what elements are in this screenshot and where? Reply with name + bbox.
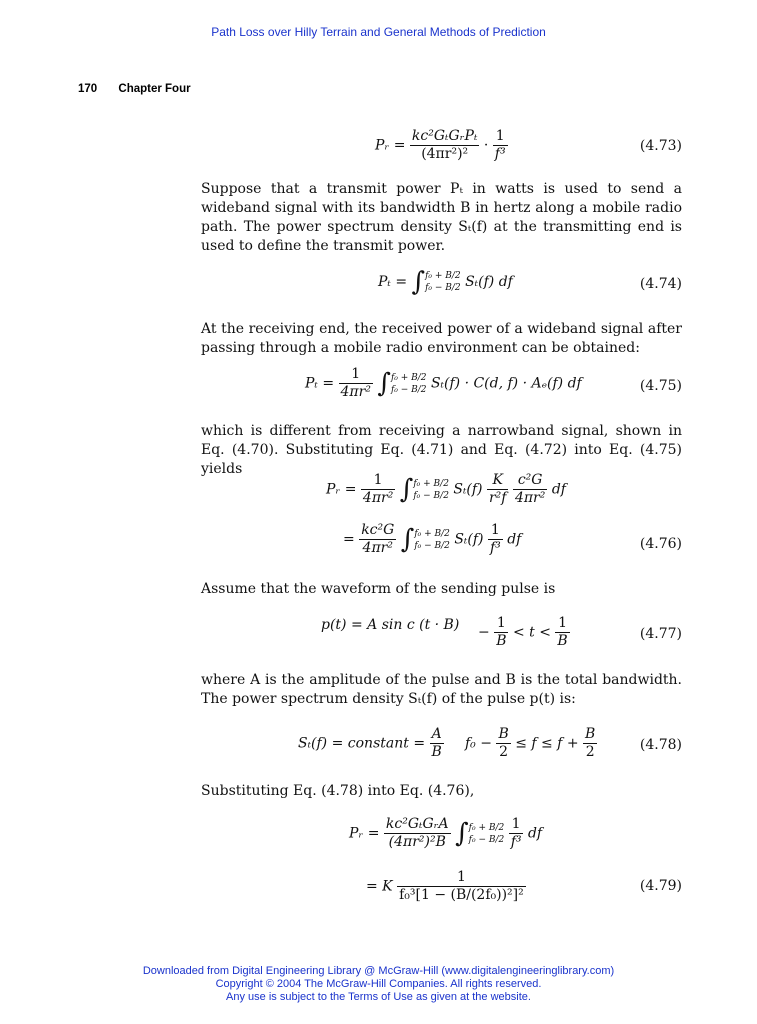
eq-denominator: 2 bbox=[499, 744, 509, 760]
integral-upper-limit: f₀ + B/2 bbox=[390, 372, 427, 383]
eq-denominator: (4πr²)² bbox=[421, 146, 469, 162]
equation-number: (4.73) bbox=[639, 138, 682, 154]
eq-lhs: Pₜ = bbox=[305, 375, 335, 392]
paragraph-amplitude: where A is the amplitude of the pulse and B is the total bandwidth. The power spectrum density Sₜ(f) of the pulse p(t) is: bbox=[201, 672, 682, 707]
eq-lhs: Pᵣ = bbox=[349, 825, 380, 842]
eq-denominator: f³ bbox=[494, 146, 506, 162]
eq-denominator: r²f bbox=[488, 490, 507, 506]
paragraph-substituting: Substituting Eq. (4.78) into Eq. (4.76), bbox=[201, 783, 475, 799]
integral-sign: ∫ bbox=[400, 524, 415, 555]
equation-number: (4.78) bbox=[639, 737, 682, 753]
eq-lhs: = K bbox=[366, 878, 393, 895]
eq-term: Sₜ(f) bbox=[454, 531, 484, 548]
eq-denominator: f³ bbox=[489, 540, 501, 556]
eq-denominator: B bbox=[557, 633, 568, 649]
equation-4-78 bbox=[190, 726, 690, 766]
footer-terms-line: Any use is subject to the Terms of Use as given at the website. bbox=[226, 991, 531, 1003]
eq-body: Sₜ(f) df bbox=[465, 274, 513, 290]
eq-denominator: f₀³[1 − (B/(2f₀))²]² bbox=[399, 887, 524, 903]
eq-term: < t < bbox=[512, 624, 551, 641]
equation-number: (4.79) bbox=[639, 878, 682, 894]
integral-upper-limit: f₀ + B/2 bbox=[413, 478, 449, 489]
eq-numerator: B bbox=[585, 726, 596, 742]
eq-lhs: Pᵣ = bbox=[326, 481, 357, 498]
eq-denominator: 4πr² bbox=[340, 384, 371, 400]
eq-denominator: B bbox=[496, 633, 507, 649]
eq-numerator: c²G bbox=[513, 472, 547, 490]
integral-upper-limit: f₀ + B/2 bbox=[468, 822, 505, 833]
paragraph-transmit-power: Suppose that a transmit power Pₜ in watts is used to send a wideband signal with its bandwidth B in hertz along a mobile radio path. The power spectrum density Sₜ(f) at the transmitting end is used to define the transmit power. bbox=[201, 181, 682, 254]
eq-lhs: Pᵣ = bbox=[375, 137, 406, 154]
eq-numerator: A bbox=[430, 726, 444, 744]
eq-term: − bbox=[478, 624, 490, 641]
page-header bbox=[78, 83, 191, 95]
equation-4-77 bbox=[190, 615, 690, 655]
footer-copyright-line: Copyright © 2004 The McGraw-Hill Companies. All rights reserved. bbox=[215, 978, 542, 990]
eq-numerator: kc²GₜGᵣPₜ bbox=[411, 128, 478, 144]
eq-body: Sₜ(f) = constant = bbox=[298, 735, 426, 752]
eq-numerator: 1 bbox=[397, 869, 526, 887]
equation-4-79 bbox=[190, 814, 690, 914]
eq-numerator: kc²G bbox=[361, 522, 395, 538]
eq-lhs: = bbox=[343, 531, 355, 548]
chapter-label: Chapter Four bbox=[118, 83, 191, 95]
integral-lower-limit: f₀ − B/2 bbox=[468, 834, 505, 845]
eq-term: Sₜ(f) bbox=[453, 481, 483, 498]
integral-sign: ∫ bbox=[377, 368, 391, 399]
eq-numerator: 1 bbox=[555, 615, 569, 633]
footer-download-line[interactable]: Downloaded from Digital Engineering Library @ McGraw-Hill (www.digitalengineeringlibrary.com) bbox=[142, 965, 615, 977]
eq-denominator: 2 bbox=[585, 744, 595, 760]
equation-4-74 bbox=[190, 265, 690, 305]
eq-denominator: (4πr²)²B bbox=[388, 834, 446, 850]
footer-notice bbox=[0, 965, 757, 1004]
eq-denominator: f³ bbox=[510, 834, 522, 850]
integral-lower-limit: f₀ − B/2 bbox=[413, 490, 449, 501]
eq-tail: df bbox=[527, 825, 543, 842]
eq-denominator: B bbox=[431, 744, 442, 760]
eq-numerator: B bbox=[498, 726, 509, 742]
equation-number: (4.76) bbox=[639, 536, 682, 552]
eq-body: Sₜ(f) · C(d, f) · Aₑ(f) df bbox=[430, 375, 582, 392]
equation-number: (4.74) bbox=[639, 276, 682, 292]
eq-denominator: 4πr² bbox=[362, 490, 394, 506]
paragraph-waveform: Assume that the waveform of the sending pulse is bbox=[201, 581, 556, 597]
eq-numerator: 1 bbox=[493, 128, 508, 146]
eq-numerator: 1 bbox=[488, 522, 503, 540]
integral-upper-limit: f₀ + B/2 bbox=[425, 271, 461, 281]
equation-number: (4.77) bbox=[639, 626, 682, 642]
equation-4-76 bbox=[190, 470, 690, 568]
eq-term: ≤ f ≤ f + bbox=[515, 735, 579, 752]
paragraph-receiving-end: At the receiving end, the received power of a wideband signal after passing through a mobile radio environment can be obtained: bbox=[201, 321, 682, 356]
equation-4-75 bbox=[190, 366, 690, 408]
integral-upper-limit: f₀ + B/2 bbox=[414, 528, 450, 539]
integral-sign: ∫ bbox=[399, 474, 414, 505]
eq-term: f₀ − bbox=[465, 735, 492, 752]
paragraph-narrowband: which is different from receiving a narrowband signal, shown in Eq. (4.70). Substituting Eq. (4.71) and Eq. (4.72) into Eq. (4.75) yields bbox=[201, 423, 682, 477]
eq-numerator: 1 bbox=[494, 615, 508, 633]
page-number: 170 bbox=[78, 83, 98, 95]
integral-lower-limit: f₀ − B/2 bbox=[390, 384, 427, 395]
equation-4-73: Pᵣ = $\frac{\text{kc²GₜGᵣPₜ}}{\text{(4πr²)²}}$ · $\frac{1}{\text{f³}}$ (4.73) bbox=[375, 128, 682, 162]
eq-numerator: 1 bbox=[509, 816, 524, 834]
running-title: Path Loss over Hilly Terrain and General Methods of Prediction bbox=[211, 25, 546, 39]
eq-tail: df bbox=[551, 481, 566, 498]
eq-denominator: 4πr² bbox=[362, 540, 393, 556]
eq-numerator: 1 bbox=[361, 472, 395, 490]
eq-tail: df bbox=[507, 531, 522, 548]
eq-lhs: Pₜ = bbox=[378, 274, 408, 290]
integral-sign: ∫ bbox=[411, 267, 426, 297]
eq-body: p(t) = A sin c (t · B) bbox=[321, 617, 460, 633]
eq-numerator: K bbox=[487, 472, 509, 490]
eq-numerator: 1 bbox=[339, 366, 373, 384]
equation-number: (4.75) bbox=[639, 378, 682, 394]
eq-numerator: kc²GₜGᵣA bbox=[385, 816, 449, 832]
integral-lower-limit: f₀ − B/2 bbox=[425, 283, 461, 293]
eq-denominator: 4πr² bbox=[514, 490, 546, 506]
integral-lower-limit: f₀ − B/2 bbox=[414, 540, 450, 551]
integral-sign: ∫ bbox=[455, 818, 469, 849]
